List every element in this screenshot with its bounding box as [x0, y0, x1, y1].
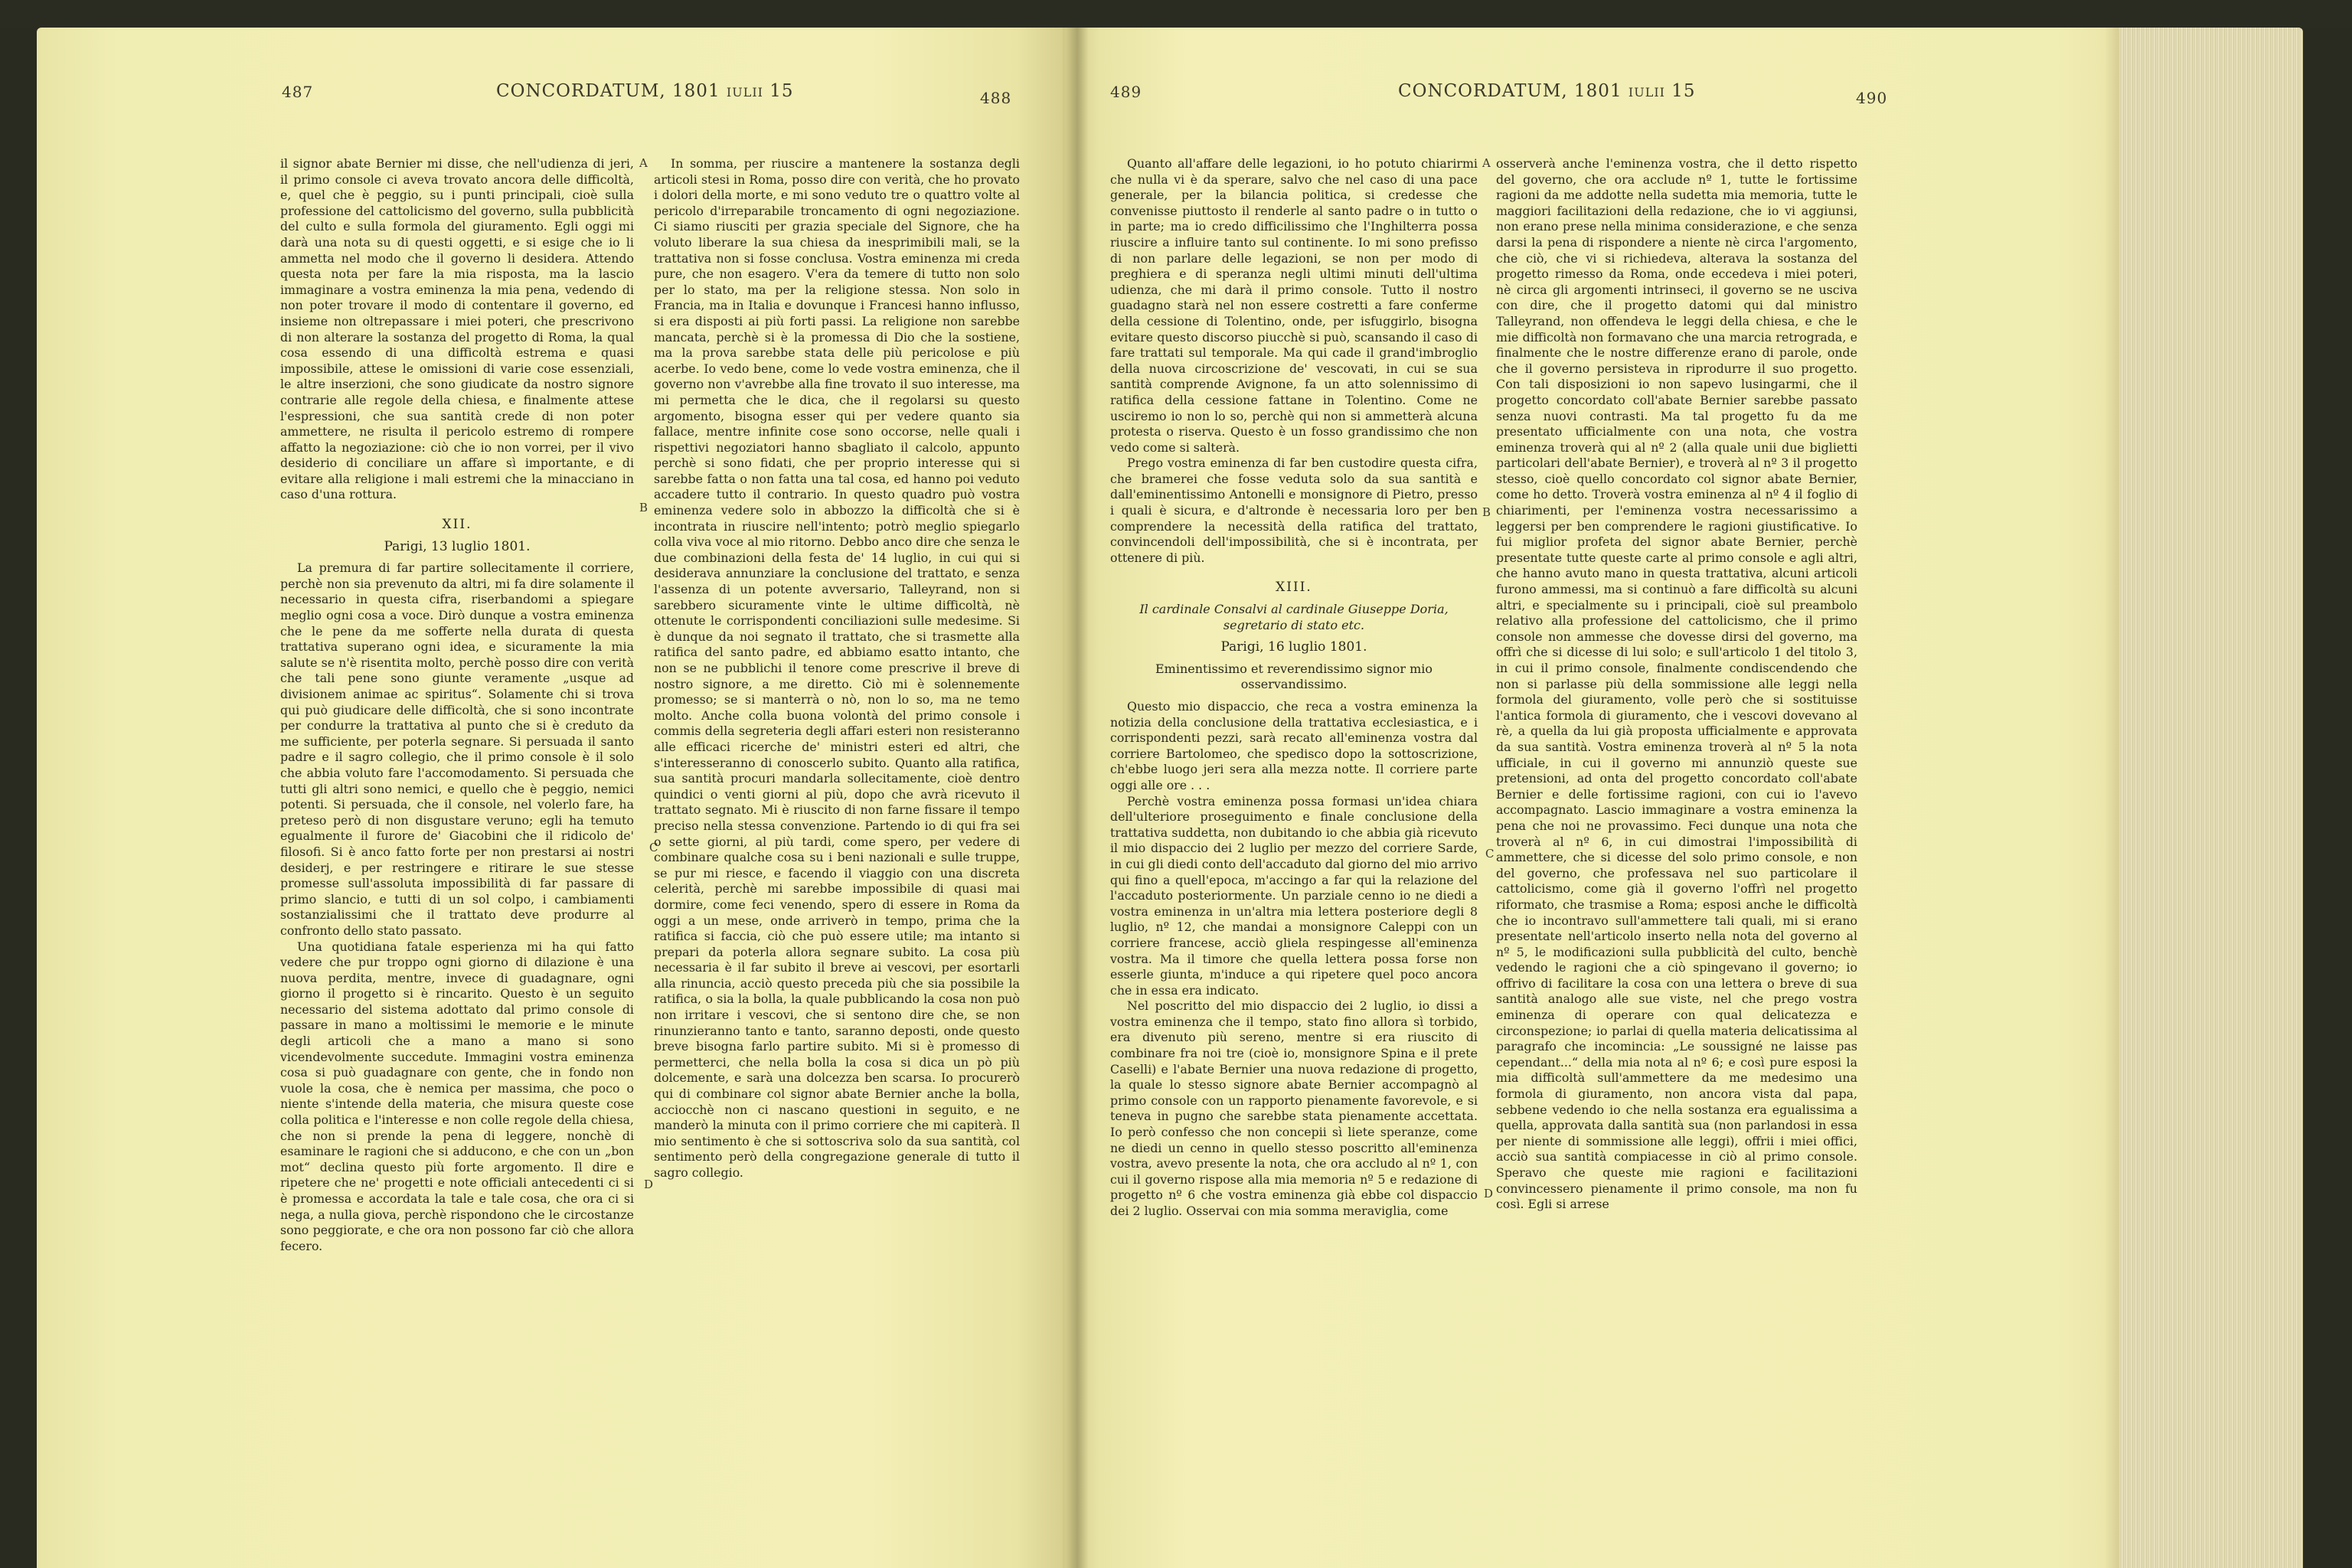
paragraph: il signor abate Bernier mi disse, che nell'udienza di jeri, il primo console ci aveva trovato ancora delle difficoltà, e, quel che è peggio, su i punti principali, cioè sulla professione del cattolicismo del governo, sulla pubblicità del culto e sulla formola del giuramento. Egli oggi mi darà una nota su di questi oggetti, e si esige che io li ammetta nel modo che il governo li desidera. Attendo questa nota per fare la mia risposta, ma la lascio immaginare a vostra eminenza la mia pena, vedendo di non poter trovare il modo di contentare il governo, ed insieme non oltrepassare i miei poteri, che prescrivono di non alterare la sostanza del progetto di Roma, la qual cosa essendo di una difficoltà estrema e quasi impossibile, attese le omissioni di varie cose essenziali, le altre inserzioni, che sono giudicate da nostro signore contrarie alle regole della chiesa, e finalmente attese l'espressioni, che sua santità crede di non poter ammettere, ne risulta il pericolo estremo di rompere affatto la negoziazione: ciò che io non vorrei, per il vivo desiderio di conciliare un affare sì importante, e di evitare alla religione i mali estremi che la minacciano in caso d'una rottura.	[280, 156, 634, 502]
right-column-2	[1496, 156, 1857, 1213]
salutation: Eminentissimo et reverendissimo signor mio osservandissimo.	[1155, 661, 1432, 692]
right-page	[1063, 28, 2303, 1568]
top-shadow	[0, 0, 2352, 28]
paragraph: Nel poscritto del mio dispaccio dei 2 luglio, io dissi a vostra eminenza che il tempo, stato fino allora sì torbido, era divenuto più sereno, mentre si era riuscito di combinare fra noi tre (cioè io, monsignore Spina e il prete Caselli) e l'abate Bernier una nuova redazione di progetto, la quale lo stesso signore abate Bernier accompagnò al primo console con un rapporto pienamente favorevole, e si teneva in pugno che sarebbe stata pienamente accettata. Io però confesso che non concepii sì liete speranze, come ne diedi un cenno in quello stesso poscritto all'eminenza vostra, avevo presente la nota, che ora accludo al nº 1, con cui il governo rispose alla mia memoria nº 5 e redazione di progetto nº 6 che vostra eminenza già ebbe col dispaccio dei 2 luglio. Osservai con mia somma meraviglia, come	[1110, 998, 1478, 1218]
section-heading: Il cardinale Consalvi al cardinale Giuseppe Doria, segretario di stato etc.	[1139, 602, 1449, 632]
right-page-header	[1063, 81, 2303, 112]
page-edges	[2119, 28, 2303, 1568]
left-page	[37, 28, 1080, 1568]
left-column-2	[654, 156, 1020, 1181]
margin-marker-b: B	[639, 501, 648, 514]
paragraph: Prego vostra eminenza di far ben custodire questa cifra, che bramerei che fosse veduta solo da sua santità e dall'eminentissimo Antonelli e monsignore di Pietro, presso i quali è sicura, e d'altronde è necessaria loro per ben comprendere la necessità della ratifica del trattato, convincendoli dell'impossibilità, che si è incontrata, per ottenere di più.	[1110, 456, 1478, 565]
margin-marker-b: B	[1482, 505, 1491, 519]
margin-marker-a: A	[1482, 156, 1491, 170]
running-title: CONCORDATUM, 1801 iulii 15	[496, 81, 794, 101]
left-page-header	[37, 81, 1080, 112]
section-number: XII.	[442, 517, 472, 533]
page-number-489: 489	[1110, 83, 1142, 101]
margin-marker-c: C	[1485, 847, 1494, 861]
page-number-488: 488	[980, 89, 1012, 107]
margin-marker-d: D	[1484, 1187, 1494, 1200]
section-date: Parigi, 13 luglio 1801.	[384, 538, 531, 554]
paragraph: Questo mio dispaccio, che reca a vostra eminenza la notizia della conclusione della trattativa ecclesiastica, e i corrispondenti pezzi, sarà recato all'eminenza vostra dal corriere Bartolomeo, che spedisco dopo la sottoscrizione, ch'ebbe luogo jeri sera alla mezza notte. Il corriere parte oggi alle ore . . .	[1110, 699, 1478, 792]
paragraph: Una quotidiana fatale esperienza mi ha qui fatto vedere che pur troppo ogni giorno di dilazione è una nuova perdita, mentre, invece di guadagnare, ogni giorno il progetto si è rincarito. Questo è un seguito necessario del sistema adottato dal primo console di passare in mano a moltissimi le memorie e le minute degli articoli che a mano a mano si sono vicendevolmente succedute. Immagini vostra eminenza cosa si può guadagnare con gente, che in fondo non vuole la cosa, che è nemica per massima, che poco o niente s'intende della materia, che misura queste cose colla politica e l'interesse e non colle regole della chiesa, che non si prende la pena di leggere, nonchè di esaminare le ragioni che si adducono, e che con un „bon mot“ declina questo più forte argomento. Il dire e ripetere che ne' progetti e note officiali antecedenti ci si è promessa e accordata la tale e tale cosa, che ora ci si nega, a nulla giova, perchè rispondono che le circostanze sono peggiorate, e che ora non possono far ciò che allora fecero.	[280, 939, 634, 1253]
book-gutter	[1066, 28, 1089, 1568]
section-date: Parigi, 16 luglio 1801.	[1220, 639, 1367, 655]
margin-marker-c: C	[649, 841, 658, 854]
page-number-490: 490	[1856, 89, 1888, 107]
page-number-487: 487	[282, 83, 314, 101]
paragraph: Perchè vostra eminenza possa formasi un'idea chiara dell'ulteriore proseguimento e finale conclusione della trattativa suddetta, non dubitando io che abbia già ricevuto il mio dispaccio dei 2 luglio per mezzo del corriere Sarde, in cui gli diedi conto dell'accaduto dal giorno del mio arrivo qui fino a quell'epoca, m'accingo a far qui la relazione del l'accaduto posteriormente. Un parziale cenno io ne diedi a vostra eminenza in un'altra mia lettera posteriore degli 8 luglio, nº 12, che mandai a monsignore Caleppi con un corriere francese, acciò gliela respingesse all'eminenza vostra. Ma il timore che quella lettera possa forse non esserle giunta, m'induce a qui ripetere quel poco ancora che in essa era indicato.	[1110, 793, 1478, 998]
paragraph: In somma, per riuscire a mantenere la sostanza degli articoli stesi in Roma, posso dire con verità, che ho provato i dolori della morte, e mi sono veduto tre o quattro volte al pericolo d'irreparabile troncamento di ogni negoziazione. Ci siamo riusciti per grazia speciale del Signore, che ha voluto liberare la sua chiesa da inesprimibili mali, se la trattativa non si fosse conclusa. Vostra eminenza mi creda pure, che non esagero. V'era da temere di tutto non solo per lo stato, ma per la religione stessa. Non solo in Francia, ma in Italia e dovunque i Francesi hanno influsso, si era disposti ai più forti passi. La religione non sarebbe mancata, perchè si è la promessa di Dio che la sostiene, ma la prova sarebbe stata delle più pericolose e più acerbe. Io vedo bene, come lo vede vostra eminenza, che il governo non v'avrebbe alla fine trovato il suo interesse, ma mi permetta che le dica, che il regolarsi su questo argomento, bisogna esser qui per vedere quanto sia fallace, mentre infinite cose sono occorse, nelle quali i rispettivi negoziatori hanno sbagliato il calcolo, appunto perchè si sono fidati, che per proprio interesse qui si sarebbe fatta o non fatta una tal cosa, ed hanno poi veduto accadere tutto il contrario. In questo quadro può vostra eminenza vedere solo in abbozzo la difficoltà che si è incontrata in riuscire nell'intento; potrò meglio spiegarlo colla viva voce al mio ritorno. Debbo anco dire che senza le due combinazioni della festa de' 14 luglio, in cui qui si desiderava annunziare la conclusione del trattato, e senza l'assenza di un potente avversario, Talleyrand, non si sarebbero sicuramente vinte le ultime difficoltà, nè ottenute le corrispondenti conciliazioni sulle medesime. Si è dunque da noi segnato il trattato, che si trasmette alla ratifica del santo padre, ed abbiamo esatto intanto, che non se ne pubblichi il tenore come prescrive il breve di nostro signore, a me diretto. Ciò mi è solennemente promesso; se si manterrà o nò, non lo so, ma ne temo molto. Anche colla buona volontà del primo console i commis della segreteria degli affari esteri non resisteranno alle efficaci ricerche de' ministri esteri ed altri, che s'interesseranno di conoscerlo subito. Quanto alla ratifica, sua santità procuri mandarla sollecitamente, cioè dentro quindici o venti giorni al più, dopo che avrà ricevuto il trattato segnato. Mi è riuscito di non farne fissare il tempo preciso nella stessa convenzione. Partendo io di qui fra sei o sette giorni, al più tardi, come spero, per vedere di combinare qualche cosa su i beni nazionali e sulle truppe, se pur mi riesce, e facendo il viaggio con una discreta celerità, perchè mi sarebbe impossibile di quasi mai dormire, come feci venendo, spero di essere in Roma da oggi a un mese, onde arriverò in tempo, prima che la ratifica si faccia, ciò che può essere utile; ma intanto si prepari da poterla allora segnare subito. La cosa più necessaria è il far subito il breve ai vescovi, per esortarli alla rinuncia, acciò questo preceda più che sia possibile la ratifica, o sia la bolla, la quale pubblicando la cosa non può non irritare i vescovi, che si sentono dire che, se non rinunzieranno tanto e tanto, saranno deposti, onde questo breve bisogna farlo partire subito. Mi si è promesso di permetterci, che nella bolla la cosa si dica un pò più dolcemente, e sarà una dolcezza ben scarsa. Io procurerò qui di combinare col signor abate Bernier anche la bolla, acciocchè non ci nascano questioni in seguito, e ne manderò la minuta con il primo corriere che mi capiterà. Il mio sentimento è che si sottoscriva solo da sua santità, col sentimento però della congregazione generale di tutto il sagro collegio.	[654, 156, 1020, 1180]
running-title: CONCORDATUM, 1801 iulii 15	[1398, 81, 1696, 101]
right-column-1	[1110, 156, 1478, 1220]
margin-marker-d: D	[644, 1178, 654, 1191]
paragraph: Quanto all'affare delle legazioni, io ho potuto chiarirmi che nulla vi è da sperare, salvo che nel caso di una pace generale, per la bilancia politica, si credesse che convenisse piuttosto il renderle al santo padre o in tutto o in parte; ma io credo difficilissimo che l'Inghilterra possa riuscire a influire tanto sul continente. Io mi sono prefisso di non parlare delle legazioni, se non per modo di preghiera e di speranza negli ultimi minuti dell'ultima udienza, che mi darà il primo console. Tutto il nostro guadagno starà nel non essere costretti a fare conferme della cessione di Tolentino, onde, per isfuggirlo, bisogna evitare questo discorso piucchè si può, scansando il caso di fare trattati sul temporale. Ma qui cade il grand'imbroglio della nuova circoscrizione de' vescovati, in cui se sua santità comprende Avignone, fa un atto solennissimo di ratifica della cessione fattane in Tolentino. Come ne usciremo io non lo so, perchè qui non si ammetterà alcuna protesta o riserva. Questo è un fosso grandissimo che non vedo come si salterà.	[1110, 156, 1478, 455]
left-column-1	[280, 156, 634, 1254]
paragraph: La premura di far partire sollecitamente il corriere, perchè non sia prevenuto da altri, mi fa dire solamente il necessario in questa cifra, riserbandomi a spiegare meglio ogni cosa a voce. Dirò dunque a vostra eminenza che le pene da me sofferte nella durata di questa trattativa superano ogni idea, e sicuramente la mia salute se n'è risentita molto, perchè posso dire con verità che tali pene sono giunte veramente „usque ad divisionem animae ac spiritus“. Solamente chi si trova qui può giudicare delle difficoltà, che si sono incontrate per condurre la trattativa al punto che si è creduto da me sufficiente, per poterla segnare. Si persuada il santo padre e il sagro collegio, che il primo console è il solo che abbia voluto fare l'accomodamento. Si persuada che tutti gli altri sono nemici, e quello che è peggio, nemici potenti. Si persuada, che il console, nel volerlo fare, ha preteso però di non disgustare veruno; egli ha temuto egualmente il furore de' Giacobini che il ridicolo de' filosofi. Si è anco fatto forte per non prestarsi ai nostri desiderj, e per restringere e ritirare le sue stesse promesse sull'assoluta impossibilità di far passare di primo slancio, e tutti di un sol colpo, i cambiamenti sostanzialissimi che il trattato deve produrre al confronto dello stato passato.	[280, 560, 634, 938]
margin-marker-a: A	[639, 156, 648, 170]
paragraph: osserverà anche l'eminenza vostra, che il detto rispetto del governo, che ora acclude nº 1, tutte le fortissime ragioni da me addotte nella sudetta mia memoria, tutte le maggiori facilitazioni della redazione, che io vi aggiunsi, non erano prese nella minima considerazione, e che senza darsi la pena di rispondere a niente nè circa l'argomento, che ciò, che vi si richiedeva, alterava la sostanza del progetto rimesso da Roma, onde eccedeva i miei poteri, nè circa gli argomenti intrinseci, il governo se ne usciva con dire, che il progetto datomi qui dal ministro Talleyrand, non offendeva le leggi della chiesa, e che le mie difficoltà non formavano che una marcia retrograda, e finalmente che le nostre differenze erano di parole, onde che il governo persisteva in riprodurre il suo progetto. Con tali disposizioni io non sapevo lusingarmi, che il progetto concordato coll'abate Bernier sarebbe passato senza nuovi contrasti. Ma tal progetto fu da me presentato ufficialmente con una nota, che vostra eminenza troverà qui al nº 2 (alla quale unii due biglietti particolari dell'abate Bernier), e troverà al nº 3 il progetto stesso, cioè quello concordato col signor abate Bernier, come ho detto. Troverà vostra eminenza al nº 4 il foglio di chiarimenti, per l'eminenza vostra necessarissimo a leggersi per ben comprendere le ragioni giustificative. Io fui miglior profeta del signor abate Bernier, perchè presentate tutte queste carte al primo console e agli altri, che hanno avuto mano in questa trattativa, alcuni articoli furono ammessi, ma si continuò a fare difficoltà su alcuni altri, e specialmente su i principali, cioè sul preambolo relativo alla professione del cattolicismo, che il primo console non ammesse che dovesse dirsi del governo, ma offrì che si dicesse di lui solo; e sull'articolo 1 del titolo 3, in cui il primo console, finalmente condiscendendo che non si parlasse più della sommissione alle leggi nella formola del giuramento, volle però che si sostituisse l'antica formola di giuramento, che i vescovi dovevano al rè, a quella da lui già proposta ufficialmente e approvata da sua santità. Vostra eminenza troverà al nº 5 la nota ufficiale, in cui il governo mi annunziò queste sue pretensioni, ad onta del progetto concordato coll'abate Bernier e delle fortissime ragioni, con cui io l'avevo accompagnato. Lascio immaginare a vostra eminenza la pena che noi ne provassimo. Feci dunque una nota che troverà al nº 6, in cui dimostrai l'impossibilità di ammettere, che si dicesse del solo primo console, e non del governo, che professava nel suo particolare il cattolicismo, come già il governo l'offrì nel progetto riformato, che trasmise a Roma; esposi anche le difficoltà che io incontravo sull'ammettere tali quali, mi si erano presentate nell'articolo inserto nella nota del governo al nº 5, le modificazioni sulla pubblicità del culto, benchè vedendo le ragioni che a ciò spingevano il governo; io offrivo di facilitare la cosa con una lettera o breve di sua santità analogo alle sue viste, nel che prego vostra eminenza di operare con qual delicatezza e circonspezione; io parlai di quella materia delicatissima al paragrafo che incominciа: „Le soussigné ne laisse pas cependant...“ della mia nota al nº 6; e così pure esposi la mia difficoltà sull'ammettere da me medesimo una formola di giuramento, non ancora vista dal papa, sebbene vedendo io che nella sostanza era egualissima a quella, approvata dalla santità sua (non parlandosi in essa per niente di sommissione alle leggi), offrii i miei offici, acciò sua santità compiacesse in ciò al primo console. Speravo che queste mie ragioni e facilitazioni convincessero pienamente il primo console, ma non fu così. Egli si arrese	[1496, 156, 1857, 1212]
section-number: XIII.	[1276, 580, 1312, 596]
